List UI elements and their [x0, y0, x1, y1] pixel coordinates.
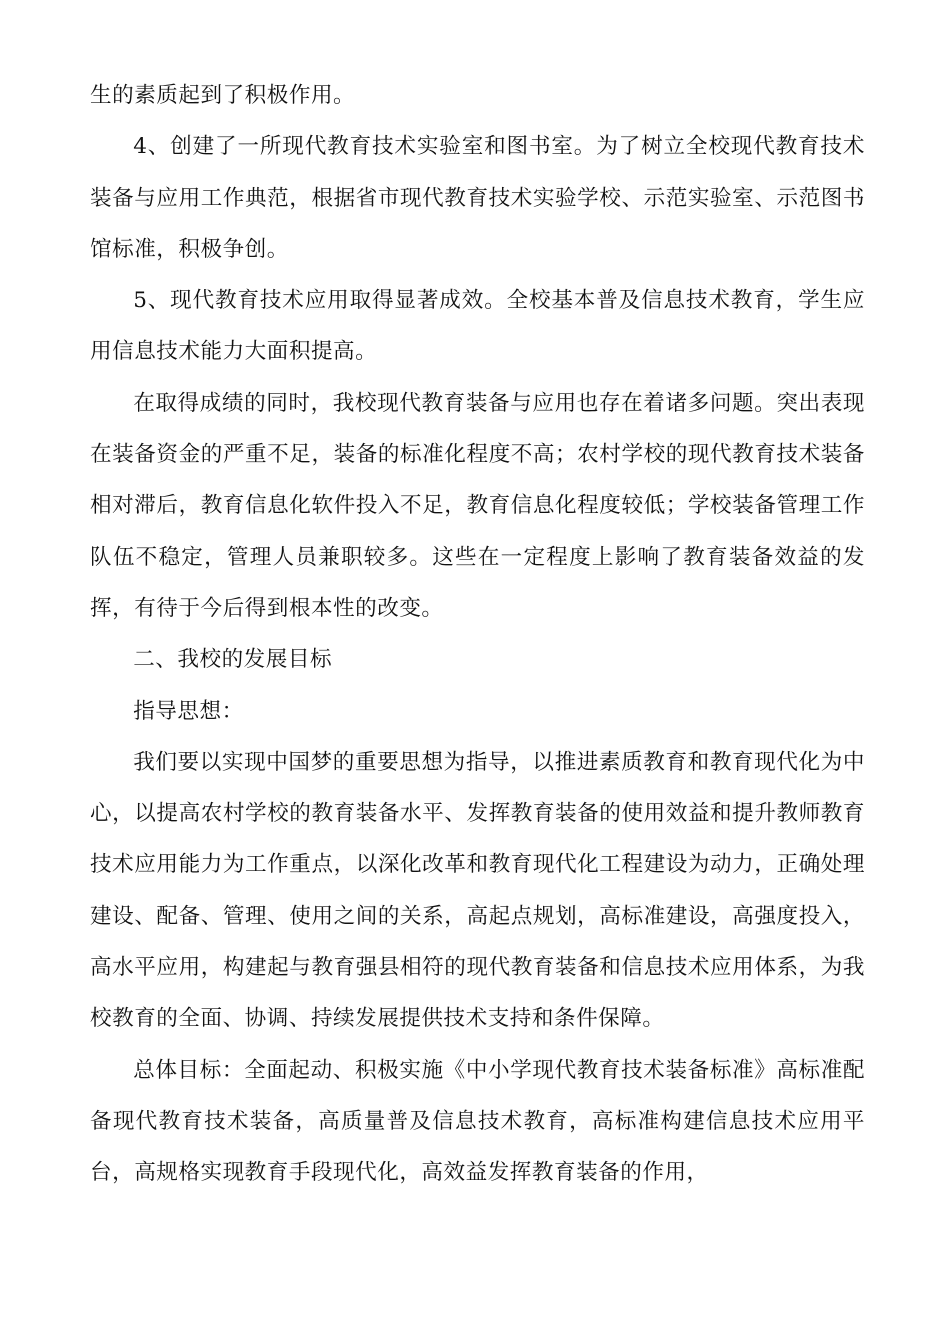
paragraph-guiding-thought: 我们要以实现中国梦的重要思想为指导，以推进素质教育和教育现代化为中心，以提高农村学校的教育装备水平、发挥教育装备的使用效益和提升教师教育技术应用能力为工作重点，以深化改革和教育现代化工程建设为动力，正确处理建设、配备、管理、使用之间的关系，高起点规划，高标准建设，高强度投入，高水平应用，构建起与教育强县相符的现代教育装备和信息技术应用体系，为我校教育的全面、协调、持续发展提供技术支持和条件保障。 — [90, 749, 865, 1032]
paragraph-overall-goal: 总体目标：全面起动、积极实施《中小学现代教育技术装备标准》高标准配备现代教育技术装备，高质量普及信息技术教育，高标准构建信息技术应用平台，高规格实现教育手段现代化，高效益发挥教育装备的作用， — [90, 1057, 865, 1186]
section-heading-goals: 二、我校的发展目标 — [133, 647, 333, 673]
document-page — [90, 70, 865, 1199]
paragraph-problems: 在取得成绩的同时，我校现代教育装备与应用也存在着诸多问题。突出表现在装备资金的严重不足，装备的标准化程度不高；农村学校的现代教育技术装备相对滞后，教育信息化软件投入不足，教育信息化程度较低；学校装备管理工作队伍不稳定，管理人员兼职较多。这些在一定程度上影响了教育装备效益的发挥，有待于今后得到根本性的改变。 — [90, 390, 865, 621]
subheading-guiding-thought: 指导思想： — [133, 698, 244, 724]
paragraph-item-4: 4、创建了一所现代教育技术实验室和图书室。为了树立全校现代教育技术装备与应用工作典范，根据省市现代教育技术实验学校、示范实验室、示范图书馆标准，积极争创。 — [90, 134, 865, 262]
paragraph-continuation: 生的素质起到了积极作用。 — [90, 83, 356, 108]
paragraph-item-5: 5、现代教育技术应用取得显著成效。全校基本普及信息技术教育，学生应用信息技术能力大面积提高。 — [90, 288, 865, 365]
